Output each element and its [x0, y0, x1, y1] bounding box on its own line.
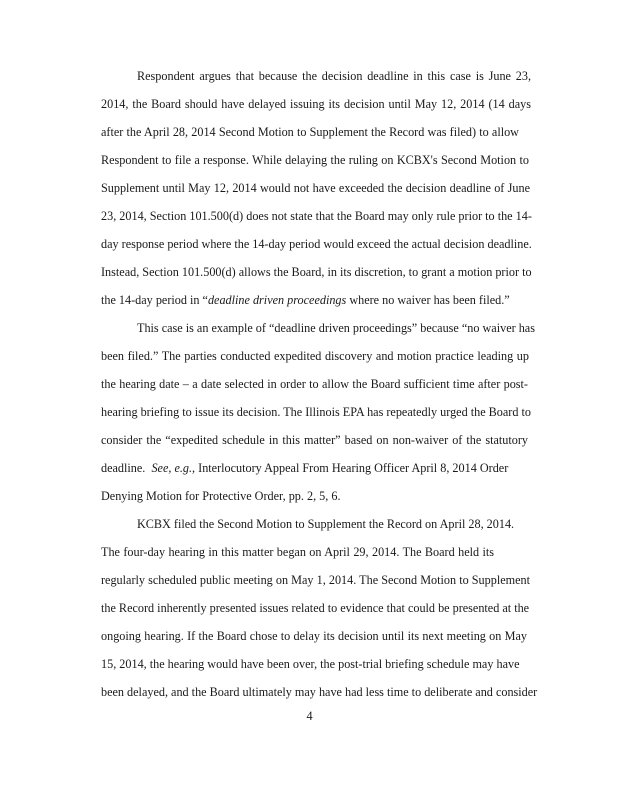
line-text-end: where no waiver has been filed.”	[346, 293, 510, 307]
line-text: This case is an example of “deadline driven proceedings” because “no waiver has	[137, 321, 535, 335]
line-text: after the April 28, 2014 Second Motion to Supplement the Record was filed) to allow	[101, 125, 519, 139]
paragraph-line	[0, 650, 619, 678]
paragraph-line	[0, 286, 619, 314]
paragraph-line	[0, 566, 619, 594]
line-text	[101, 454, 508, 482]
line-text-start: the 14-day period in “	[101, 293, 208, 307]
paragraph-line	[0, 426, 619, 454]
paragraph-line	[0, 454, 619, 482]
line-text: 15, 2014, the hearing would have been over, the post-trial briefing schedule may have	[101, 657, 520, 671]
paragraph-line	[0, 538, 619, 566]
paragraph-line	[0, 202, 619, 230]
line-text-end: Interlocutory Appeal From Hearing Officer April 8, 2014 Order	[195, 461, 509, 475]
line-text: been filed.” The parties conducted expedited discovery and motion practice leading up	[101, 349, 529, 363]
line-text: hearing briefing to issue its decision. The Illinois EPA has repeatedly urged the Board to	[101, 405, 531, 419]
line-text: consider the “expedited schedule in this matter” based on non-waiver of the statutory	[101, 433, 528, 447]
paragraph-line	[0, 230, 619, 258]
line-text: ongoing hearing. If the Board chose to delay its decision until its next meeting on May	[101, 629, 527, 643]
paragraph-line	[0, 258, 619, 286]
line-text: the Record inherently presented issues related to evidence that could be presented at the	[101, 601, 530, 615]
paragraph-line	[0, 482, 619, 510]
line-text: regularly scheduled public meeting on May 1, 2014. The Second Motion to Supplement	[101, 573, 530, 587]
line-text: 2014, the Board should have delayed issuing its decision until May 12, 2014 (14 days	[101, 97, 531, 111]
line-text: Respondent to file a response. While delaying the ruling on KCBX's Second Motion to	[101, 153, 529, 167]
paragraph-line	[0, 342, 619, 370]
paragraph-line	[0, 314, 619, 342]
line-text: Supplement until May 12, 2014 would not have exceeded the decision deadline of June	[101, 181, 530, 195]
paragraph-line	[0, 118, 619, 146]
paragraph-line	[0, 90, 619, 118]
line-text: 23, 2014, Section 101.500(d) does not state that the Board may only rule prior to the 14-	[101, 209, 532, 223]
line-text-italic: See, e.g.,	[151, 461, 196, 475]
paragraph-line	[0, 678, 619, 706]
paragraph-line	[0, 594, 619, 622]
paragraph-line	[0, 62, 619, 90]
paragraph-line	[0, 398, 619, 426]
line-text: Instead, Section 101.500(d) allows the Board, in its discretion, to grant a motion prior to	[101, 265, 532, 279]
line-text: been delayed, and the Board ultimately may have had less time to deliberate and consider	[101, 685, 538, 699]
paragraph-line	[0, 622, 619, 650]
line-text	[101, 286, 510, 314]
paragraph-line	[0, 146, 619, 174]
line-text-start: deadline.	[101, 461, 152, 475]
line-text: Respondent argues that because the decision deadline in this case is June 23,	[137, 69, 531, 83]
page-number: 4	[306, 709, 313, 723]
paragraph-line	[0, 174, 619, 202]
line-text: KCBX filed the Second Motion to Supplement the Record on April 28, 2014.	[137, 517, 515, 531]
paragraph-line	[0, 510, 619, 538]
line-text: day response period where the 14-day period would exceed the actual decision deadline.	[101, 237, 532, 251]
line-text: The four-day hearing in this matter began on April 29, 2014. The Board held its	[101, 545, 494, 559]
line-text-italic: deadline driven proceedings	[207, 293, 347, 307]
paragraph-line	[0, 370, 619, 398]
line-text: Denying Motion for Protective Order, pp. 2, 5, 6.	[101, 489, 341, 503]
line-text: the hearing date – a date selected in order to allow the Board sufficient time after post-	[101, 377, 528, 391]
